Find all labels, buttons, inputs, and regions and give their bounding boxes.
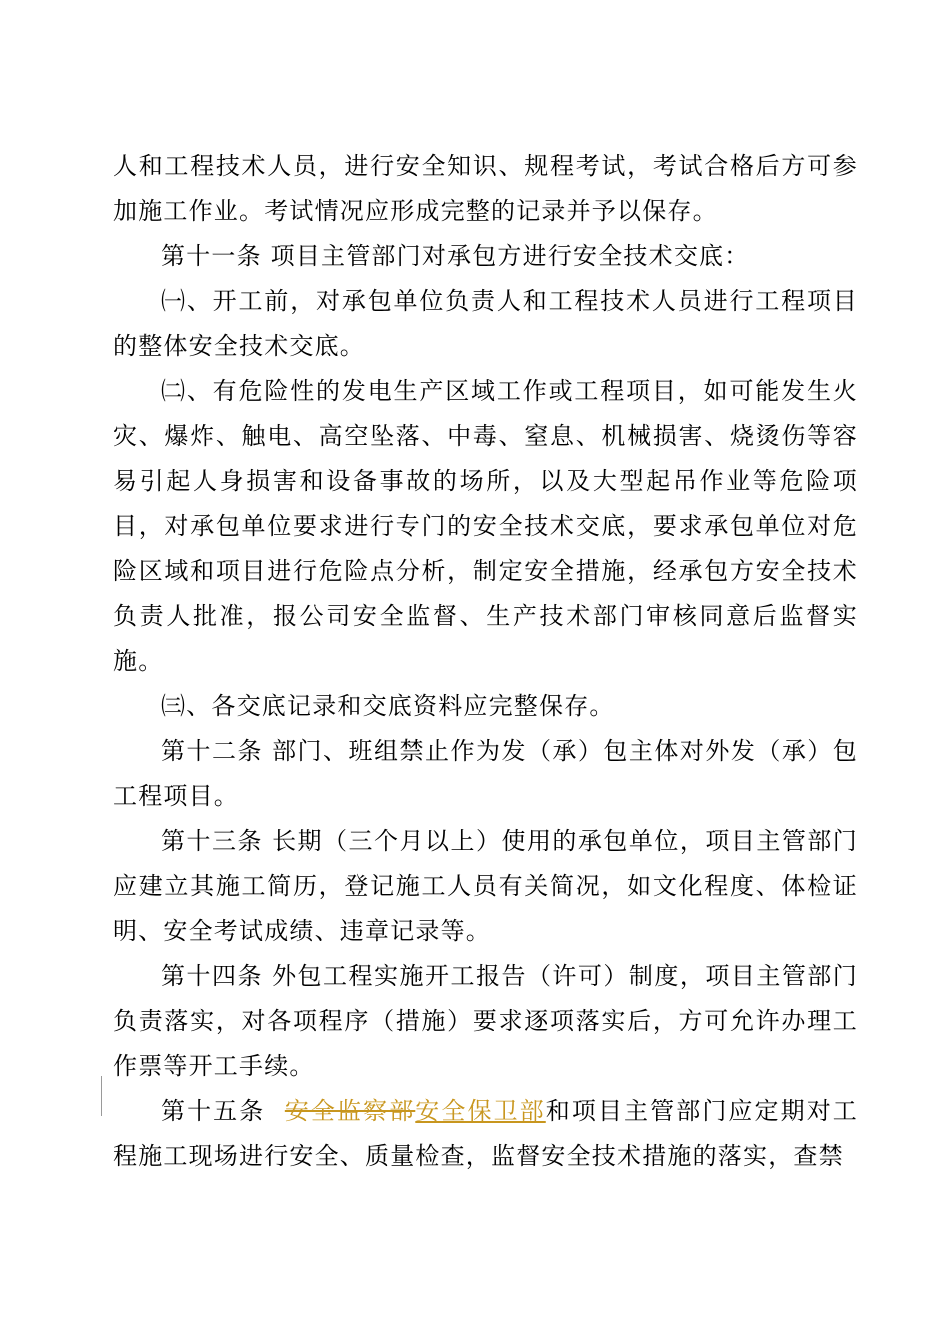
paragraph-article-14: 第十四条 外包工程实施开工报告（许可）制度，项目主管部门负责落实，对各项程序（措施）要求逐项落实后，方可允许办理工作票等开工手续。 <box>113 962 858 1080</box>
document-body <box>113 144 858 1179</box>
paragraph-article-15 <box>113 1089 858 1179</box>
paragraph-item-3: ㈢、各交底记录和交底资料应完整保存。 <box>161 692 615 720</box>
revision-change-bar <box>101 1076 102 1116</box>
tracked-deletion[interactable]: 安全监察部 <box>284 1097 416 1125</box>
tracked-insertion[interactable]: 安全保卫部 <box>415 1097 546 1125</box>
paragraph-article-12: 第十二条 部门、班组禁止作为发（承）包主体对外发（承）包工程项目。 <box>113 737 858 810</box>
paragraph-item-1: ㈠、开工前，对承包单位负责人和工程技术人员进行工程项目的整体安全技术交底。 <box>113 287 858 360</box>
paragraph-item-2: ㈡、有危险性的发电生产区域工作或工程项目，如可能发生火灾、爆炸、触电、高空坠落、中毒、窒息、机械损害、烧烫伤等容易引起人身损害和设备事故的场所，以及大型起吊作业等危险项目，对承包单位要求进行专门的安全技术交底，要求承包单位对危险区域和项目进行危险点分析，制定安全措施，经承包方安全技术负责人批准，报公司安全监督、生产技术部门审核同意后监督实施。 <box>113 377 858 675</box>
paragraph-article-11: 第十一条 项目主管部门对承包方进行安全技术交底： <box>161 242 750 270</box>
paragraph-continuation: 人和工程技术人员，进行安全知识、规程考试，考试合格后方可参加施工作业。考试情况应形成完整的记录并予以保存。 <box>113 152 858 225</box>
article-15-prefix: 第十五条 <box>161 1097 285 1125</box>
paragraph-article-13: 第十三条 长期（三个月以上）使用的承包单位，项目主管部门应建立其施工简历，登记施工人员有关简况，如文化程度、体检证明、安全考试成绩、违章记录等。 <box>113 827 858 945</box>
article-15-text: 和项目主管部门应定期对工程施工现场进行安全、质量检查，监督安全技术措施的落实，查禁 <box>113 1097 858 1170</box>
